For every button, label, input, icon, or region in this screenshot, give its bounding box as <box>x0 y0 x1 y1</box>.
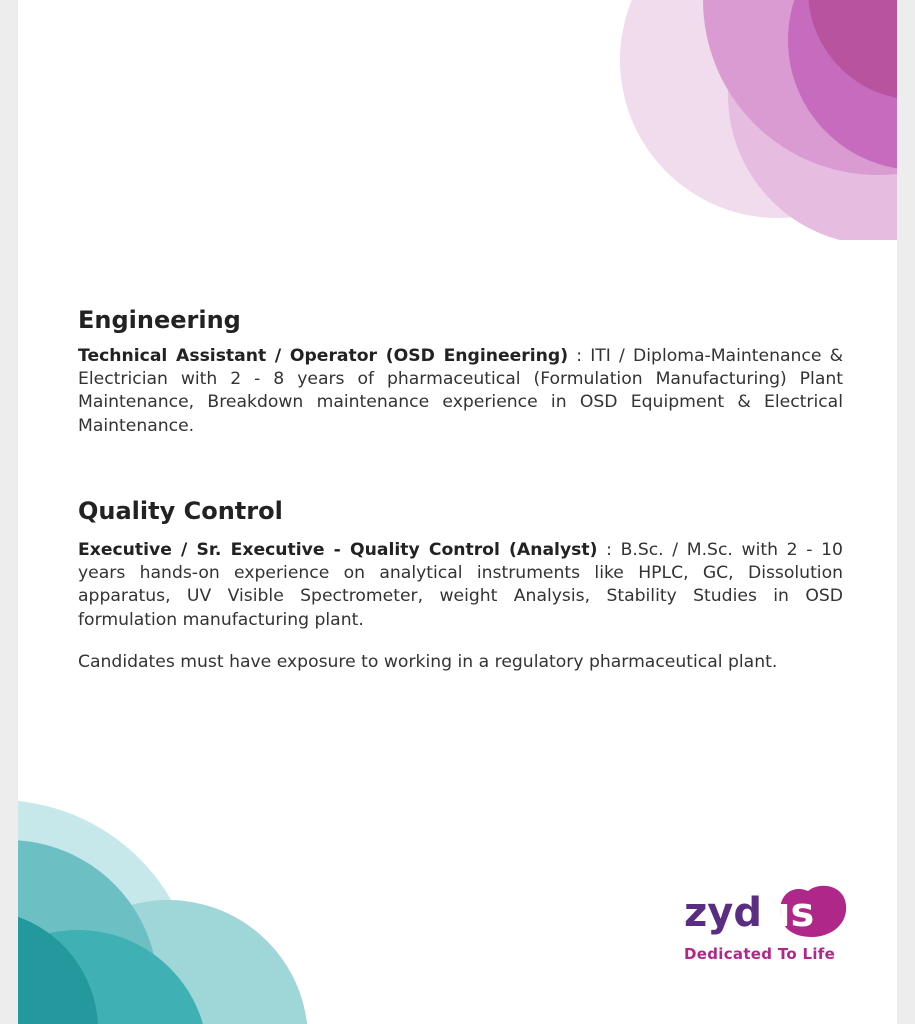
quality-control-details: : B.Sc. / M.Sc. with 2 - 10 years hands-on experience on analytical instruments like HPLC, GC, Dissolution apparatus, UV Visible Spectrometer, weight Analysis, Stability Studies in OSD formulation manufacturing plant. <box>78 540 843 630</box>
job-notice-page <box>18 0 897 1024</box>
quality-control-description <box>78 539 843 632</box>
engineering-heading: Engineering <box>78 306 241 334</box>
quality-control-role: Executive / Sr. Executive - Quality Control (Analyst) <box>78 540 598 560</box>
logo-tagline: Dedicated To Life <box>684 945 836 963</box>
candidate-requirement-note: Candidates must have exposure to working in a regulatory pharmaceutical plant. <box>78 652 778 672</box>
logo-wordmark: zydus <box>684 890 815 936</box>
engineering-description <box>78 345 843 438</box>
engineering-details: : ITI / Diploma-Maintenance & Electrician with 2 - 8 years of pharmaceutical (Formulation Manufacturing) Plant Maintenance, Breakdown maintenance experience in OSD Equipment & Electrical Maintenance. <box>78 346 844 436</box>
zydus-logo <box>680 885 850 975</box>
engineering-role: Technical Assistant / Operator (OSD Engineering) <box>78 346 569 366</box>
quality-control-heading: Quality Control <box>78 497 283 525</box>
